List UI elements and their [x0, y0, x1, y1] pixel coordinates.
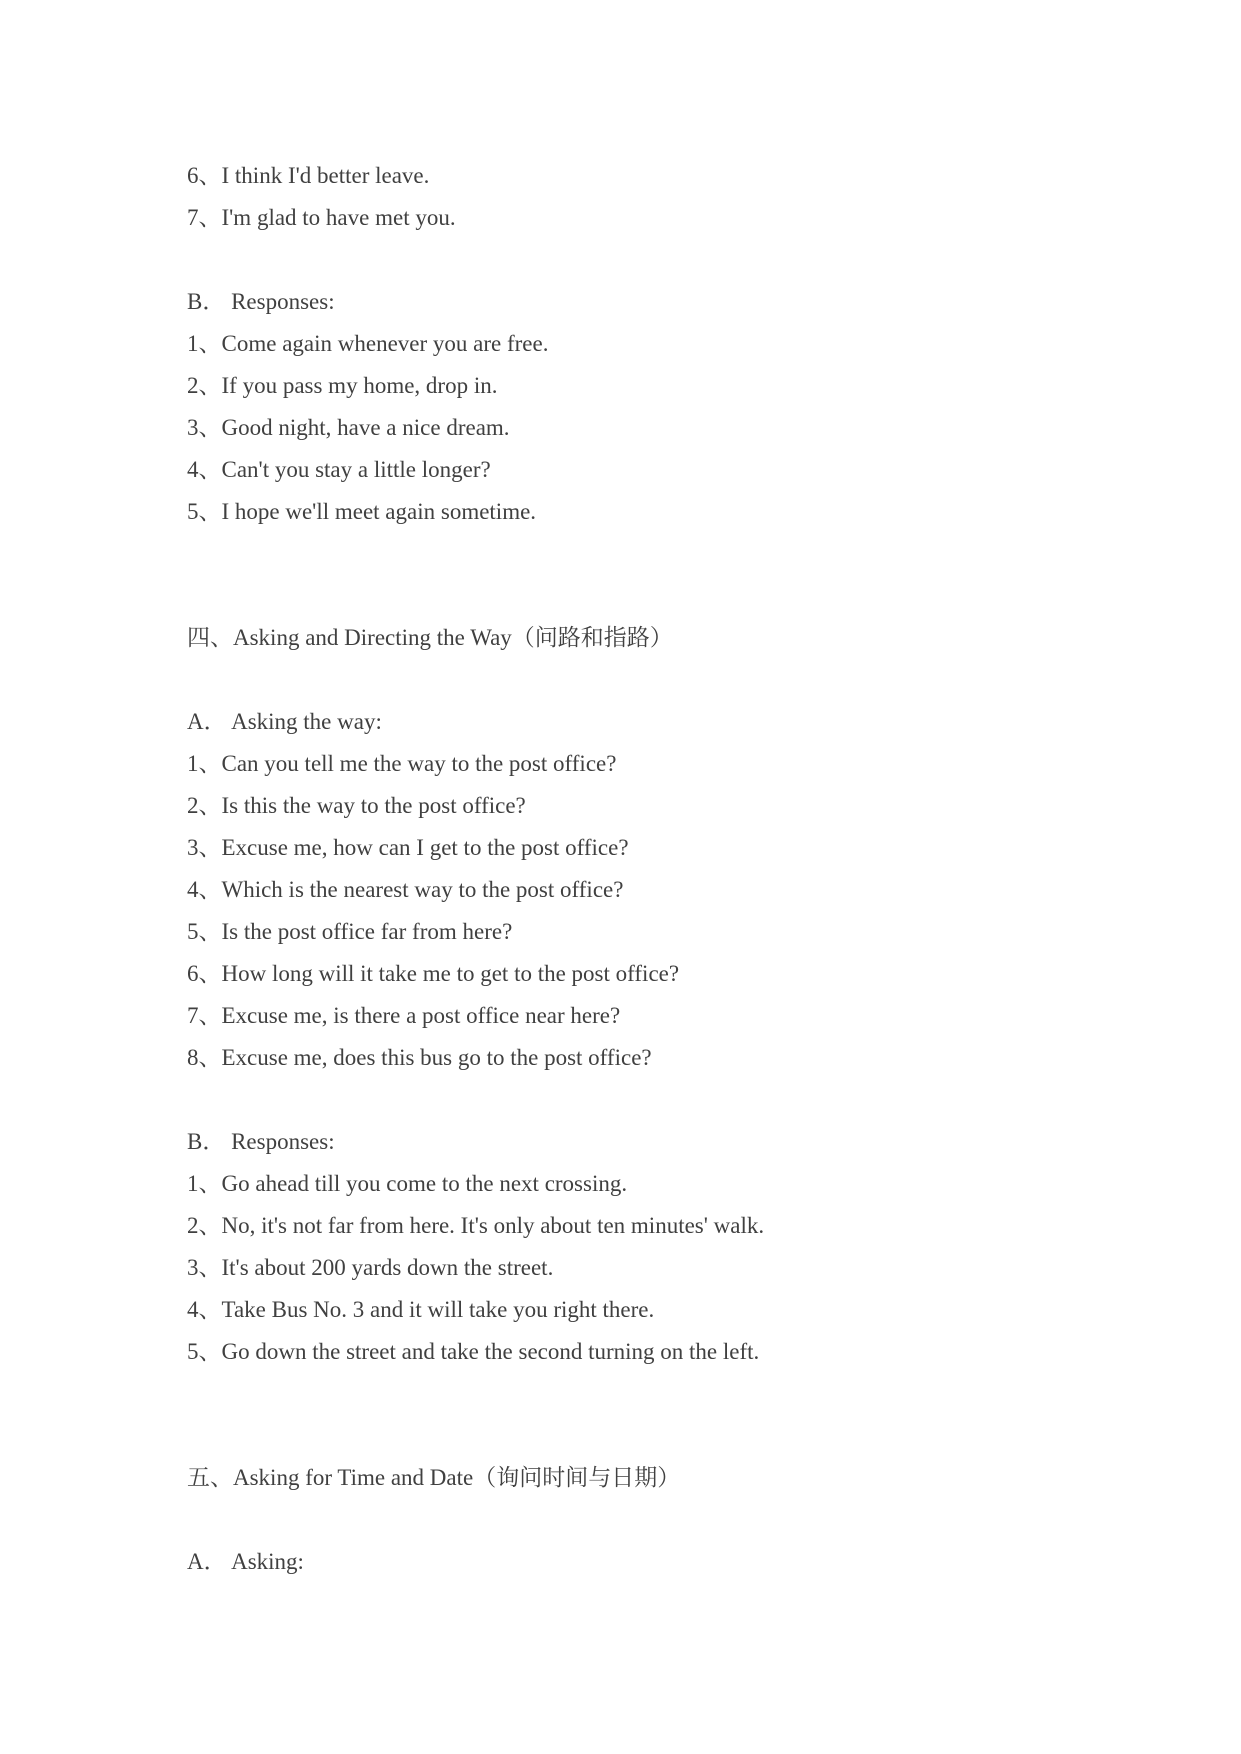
subsection-heading: A． Asking: [187, 1549, 304, 1574]
list-item: 1、Can you tell me the way to the post office? [187, 751, 617, 776]
subsection-heading: A． Asking the way: [187, 709, 382, 734]
list-item: 4、Can't you stay a little longer? [187, 457, 491, 482]
subsection-heading: B． Responses: [187, 289, 335, 314]
list-item: 5、Go down the street and take the second turning on the left. [187, 1339, 760, 1364]
list-item: 7、I'm glad to have met you. [187, 205, 456, 230]
section-title: 五、Asking for Time and Date（询问时间与日期） [187, 1465, 681, 1490]
section-title: 四、Asking and Directing the Way（问路和指路） [187, 625, 673, 650]
list-item: 3、Excuse me, how can I get to the post office? [187, 835, 629, 860]
list-item: 2、No, it's not far from here. It's only about ten minutes' walk. [187, 1213, 765, 1238]
list-item: 7、Excuse me, is there a post office near here? [187, 1003, 621, 1028]
subsection-heading: B． Responses: [187, 1129, 335, 1154]
list-item: 8、Excuse me, does this bus go to the post office? [187, 1045, 652, 1070]
list-item: 2、Is this the way to the post office? [187, 793, 526, 818]
list-item: 4、Take Bus No. 3 and it will take you right there. [187, 1297, 655, 1322]
list-item: 2、If you pass my home, drop in. [187, 373, 498, 398]
list-item: 6、How long will it take me to get to the post office? [187, 961, 680, 986]
list-item: 5、I hope we'll meet again sometime. [187, 499, 537, 524]
list-item: 6、I think I'd better leave. [187, 163, 430, 188]
list-item: 4、Which is the nearest way to the post office? [187, 877, 624, 902]
list-item: 5、Is the post office far from here? [187, 919, 513, 944]
list-item: 3、It's about 200 yards down the street. [187, 1255, 554, 1280]
list-item: 3、Good night, have a nice dream. [187, 415, 510, 440]
list-item: 1、Come again whenever you are free. [187, 331, 549, 356]
list-item: 1、Go ahead till you come to the next crossing. [187, 1171, 628, 1196]
